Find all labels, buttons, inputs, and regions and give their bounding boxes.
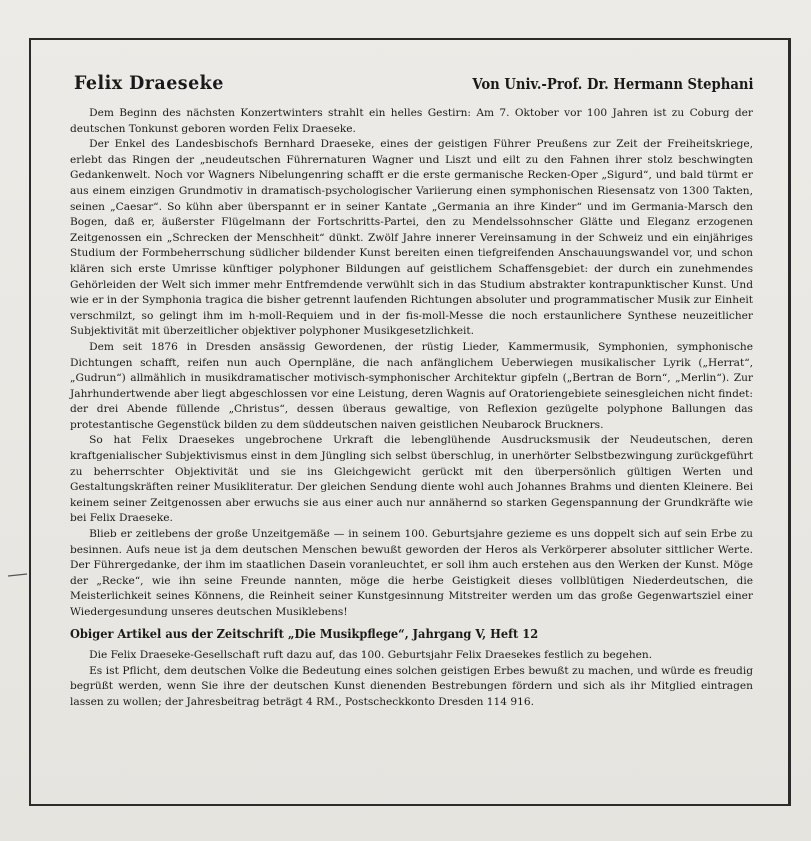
paragraph-dresden: Dem seit 1876 in Dresden ansässig Gewordenen, der rüstig Lieder, Kammermusik, Symphonien, symphonische Dichtungen schafft, reifen nun auch Opernpläne, die nach anfänglichem Ueberwiegen musikalischer Lyrik („Herrat“, „Gudrun“) allmählich in musikdramatischer motivisch-symphonischer Architektur gipfeln („Bertran de Born“, „Merlin“). Zur Jahrhundertwende aber liegt abgeschlossen vor eine Leistung, deren Wagnis auf Oratoriengebiete seinesgleichen nicht findet: der drei Abende füllende „Christus“, dessen überaus gewaltige, von Reflexion gezügelte polyphone Ballungen das protestantische Gegenstück bilden zu dem süddeutschen naiven geistlichen Neubarock Bruckners. [70, 340, 753, 431]
appeal-paragraph-1: Die Felix Draeseke-Gesellschaft ruft dazu auf, das 100. Geburtsjahr Felix Draesekes festlich zu begehen. [89, 649, 653, 662]
paragraph-legacy: Blieb er zeitlebens der große Unzeitgemäße — in seinem 100. Geburtsjahre gezieme es uns doppelt sich auf sein Erbe zu besinnen. Aufs neue ist ja dem deutschen Menschen bewußt geworden der Heros als Verkörperer absoluter sittlicher Werte. Der Führergedanke, der ihm im staatlichen Dasein voranleuchtet, er soll ihm auch erstehen aus den Werken der Kunst. Möge der „Recke“, wie ihn seine Freunde nannten, möge die herbe Geistigkeit dieses vollblütigen Niederdeutschen, die Meisterlichkeit seines Könnens, die Reinheit seiner Kunstgesinnung Mitstreiter werden um das große Gegenwartsziel einer Wiedergesundung unseres deutschen Musiklebens! [70, 528, 753, 618]
paragraph-intro: Dem Beginn des nächsten Konzertwinters strahlt ein helles Gestirn: Am 7. Oktober vor 100 Jahren ist zu Coburg der deutschen Tonkunst geboren worden Felix Draeseke. [70, 107, 753, 135]
article-header [74, 72, 754, 96]
article-body [70, 106, 753, 711]
margin-pencil-mark [7, 572, 29, 578]
paragraph-synthesis: So hat Felix Draesekes ungebrochene Urkraft die lebenglühende Ausdrucksmusik der Neudeutschen, deren kraftgenialischer Subjektivismus einst in dem Jüngling sich selbst überschlug, in unerhörter Selbstbezwingung zurückgeführt zu beherrschter Objektivität und sie ins Gleichgewicht gerückt mit den überpersönlich gültigen Werten und Gestaltungskräften reiner Musikliteratur. Der gleichen Sendung diente wohl auch Johannes Brahms und dienten Kleinere. Bei keinem seiner Zeitgenossen aber erwuchs sie aus einer auch nur annähernd so starken Gegenspannung der Grundkräfte wie bei Felix Draeseke. [70, 434, 753, 525]
appeal-paragraph-2: Es ist Pflicht, dem deutschen Volke die Bedeutung eines solchen geistigen Erbes bewußt zu machen, und würde es freudig begrüßt werden, wenn Sie ihre der deutschen Kunst dienenden Bestrebungen fördern und sich als ihr Mitglied eintragen lassen zu wollen; der Jahresbeitrag beträgt 4 RM., Postscheckkonto Dresden 114 916. [70, 664, 753, 708]
article-title: Felix Draeseke [74, 72, 224, 94]
article-author: Von Univ.-Prof. Dr. Hermann Stephani [472, 75, 754, 93]
source-note: Obiger Artikel aus der Zeitschrift „Die Musikpflege“, Jahrgang V, Heft 12 [70, 626, 539, 641]
paragraph-early-work: Der Enkel des Landesbischofs Bernhard Draeseke, eines der geistigen Führer Preußens zur Zeit der Freiheitskriege, erlebt das Ringen der „neudeutschen Führernaturen Wagner und Liszt und eilt zu den Fahnen ihrer stolz beschwingten Gedankenwelt. Noch vor Wagners Nibelungenring schafft er die erste germanische Recken-Oper „Sigurd“, und bald türmt er aus einem einzigen Grundmotiv in dramatisch-psychologischer Variierung einen symphonischen Riesensatz von 1300 Takten, seinen „Caesar“. So kühn aber überspannt er in seiner Kantate „Germania an ihre Kinder“ und im Germania-Marsch den Bogen, daß er, äußerster Flügelmann der Fortschritts-Partei, den zu Mendelssohnscher Glätte und Eleganz erzogenen Zeitgenossen ein „Schrecken der Menschheit“ dünkt. Zwölf Jahre innerer Vereinsamung in der Schweiz und ein einjähriges Studium der Formbeherrschung südlicher bildender Kunst bereiten einen tiefgreifenden Anschauungswandel vor, und schon klären sich erste Umrisse künftiger polyphoner Bildungen auf geistlichem Schaffensgebiet: der durch ein zunehmendes Gehörleiden der Welt sich immer mehr Entfremdende verwühlt sich in das Studium abstrakter kontrapunktischer Kunst. Und wie er in der Symphonia tragica die bisher getrennt laufenden Richtungen absoluter und programmatischer Musik zur Einheit verschmilzt, so gelingt ihm im h-moll-Requiem und in der fis-moll-Messe die noch erstaunlichere Synthese neuzeitlicher Subjektivität mit überzeitlicher objektiver polyphoner Musikgesetzlichkeit. [70, 138, 753, 338]
